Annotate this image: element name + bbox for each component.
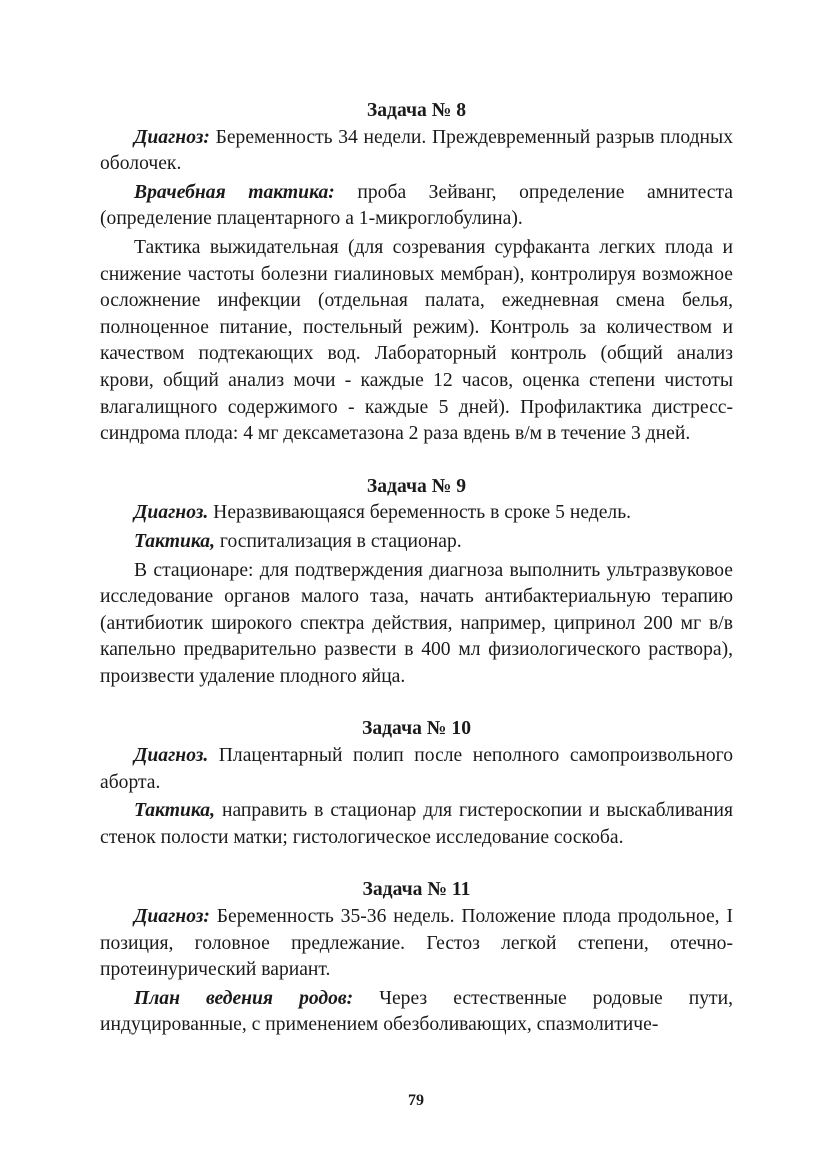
paragraph-label: Тактика, bbox=[134, 530, 216, 552]
paragraph-text: Беременность 34 недели. Преждевременный разрыв плодных оболочек. bbox=[100, 126, 733, 175]
section-spacer bbox=[100, 690, 733, 716]
paragraph-label: Диагноз: bbox=[134, 906, 210, 928]
tactics-paragraph bbox=[100, 529, 733, 556]
paragraph-label: Врачебная тактика: bbox=[134, 181, 335, 203]
page-number: 79 bbox=[408, 1092, 424, 1109]
diagnosis-paragraph bbox=[100, 500, 733, 527]
section-spacer bbox=[100, 448, 733, 474]
body-paragraph bbox=[100, 558, 733, 691]
paragraph-text: проба Зейванг, определение амнитеста (определение плацентарного а 1-микроглобулина). bbox=[100, 181, 734, 230]
paragraph-text: Плацентарный полип после неполного самопроизвольного аборта. bbox=[100, 745, 733, 793]
section-spacer bbox=[100, 851, 733, 877]
paragraph-label: План ведения родов: bbox=[134, 987, 354, 1009]
diagnosis-paragraph bbox=[100, 743, 733, 796]
paragraph-text: В стационаре: для подтверждения диагноза выполнить ультразвуковое исследование органов малого таза, начать антибактериальную терапию (антибиотик широкого спектра действия, например, ципринол 200 мг в/в капельно предварительно развести в 400 мл физиологического раствора), произвести удаление плодного яйца. bbox=[100, 559, 733, 687]
paragraph-text: госпитализация в стационар. bbox=[215, 530, 462, 552]
paragraph-text: Беременность 35-36 недель. Положение плода продольное, I позиция, головное предлежание. Гестоз легкой степени, отечно-протеинурический вариант. bbox=[100, 906, 733, 981]
task-9 bbox=[100, 474, 733, 691]
diagnosis-paragraph bbox=[100, 904, 733, 984]
task-title: Задача № 9 bbox=[366, 475, 467, 497]
paragraph-text: Через естественные родовые пути, индуцированные, с применением обезболивающих, спазмолитиче- bbox=[100, 987, 733, 1036]
paragraph-label: Тактика, bbox=[134, 800, 216, 822]
diagnosis-paragraph bbox=[100, 125, 733, 178]
body-paragraph bbox=[100, 235, 733, 448]
paragraph-text: Тактика выжидательная (для созревания сурфаканта легких плода и снижение частоты болезни гиалиновых мембран), контролируя возможное осложнение инфекции (отдельная палата, ежедневная смена белья, полноценное питание, постельный режим). Контроль за количеством и качеством подтекающих вод. Лабораторный контроль (общий анализ крови, общий анализ мочи - каждые 12 часов, оценка степени чистоты влагалищного содержимого - каждые 5 дней). Профилактика дистресс-синдрома плода: 4 мг дексаметазона 2 раза вдень в/м в течение 3 дней. bbox=[100, 236, 733, 445]
task-title: Задача № 10 bbox=[362, 718, 471, 740]
paragraph-label: Диагноз. bbox=[134, 745, 209, 767]
tactics-paragraph bbox=[100, 798, 733, 851]
tactics-paragraph bbox=[100, 180, 733, 233]
task-11 bbox=[100, 877, 733, 1039]
task-10 bbox=[100, 716, 733, 851]
paragraph-label: Диагноз. bbox=[134, 502, 209, 524]
paragraph-text: Неразвивающаяся беременность в сроке 5 недель. bbox=[208, 502, 632, 524]
task-title: Задача № 11 bbox=[362, 879, 471, 901]
task-title: Задача № 8 bbox=[366, 100, 467, 121]
task-8 bbox=[100, 98, 733, 448]
delivery-plan-paragraph bbox=[100, 986, 733, 1039]
paragraph-label: Диагноз: bbox=[134, 126, 210, 148]
page-content bbox=[100, 98, 733, 1039]
paragraph-text: направить в стационар для гистероскопии и выскабливания стенок полости матки; гистологическое исследование соскоба. bbox=[100, 800, 733, 848]
